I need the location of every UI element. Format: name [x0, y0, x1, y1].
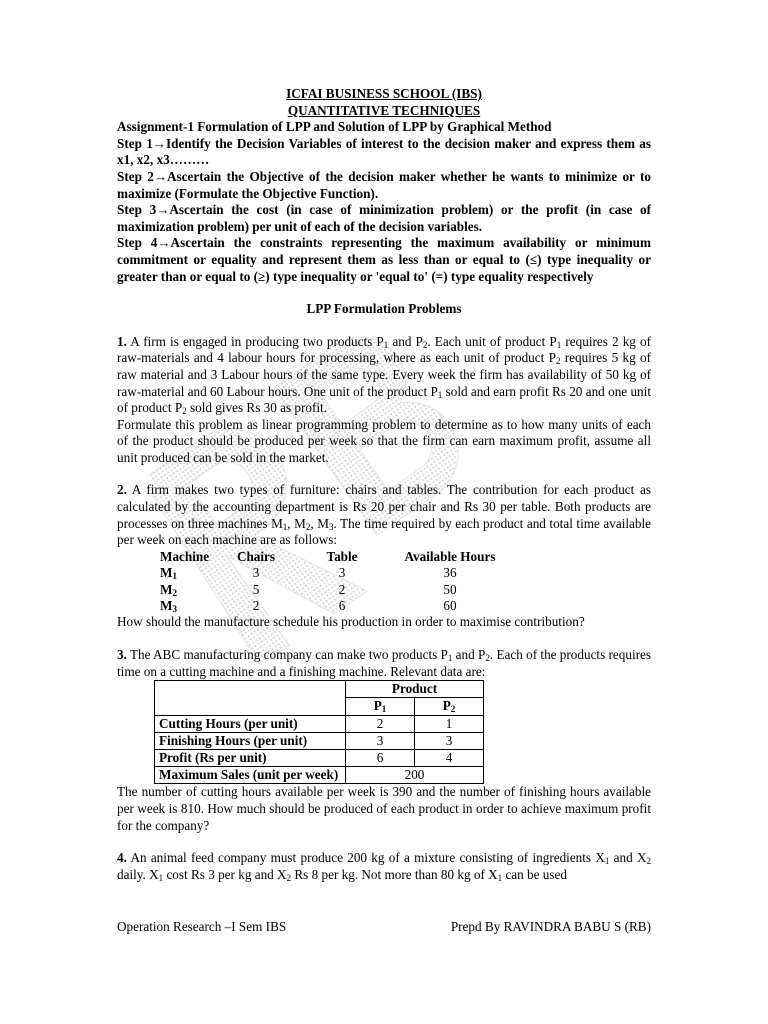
problem-1-question: Formulate this problem as linear programming problem to determine as to how many units of each of the product should be produced per week so that the firm can earn maximum profit, assume all unit produced can be sold in the market. — [117, 416, 651, 465]
table-row: Cutting Hours (per unit) 2 1 — [155, 715, 484, 732]
step-2: Step 2→Ascertain the Objective of the decision maker whether he wants to minimize or to maximize (Formulate the Objective Function). — [117, 168, 651, 201]
school-title: ICFAI BUSINESS SCHOOL (IBS) — [286, 86, 482, 101]
step-1: Step 1→Identify the Decision Variables of interest to the decision maker and express them as x1, x2, x3……… — [117, 135, 651, 168]
table-row: $M_3$ 2 6 60 — [160, 598, 457, 615]
problem-3: 3. The ABC manufacturing company can make two products $P_1$ and $P_2$. Each of the products requires time on a cutting machine and a finishing machine. Relevant data are: — [117, 647, 652, 679]
problem-2: 2. A firm makes two types of furniture: chairs and tables. The contribution for each product as calculated by the accounting department is Rs 20 per chair and Rs 30 per table. Both products are processes on three machines $M_1$, $M_2$, $M_3$. The time required by each product and total time available per week on each machine are as follows: — [117, 482, 651, 548]
table-row: Profit (Rs per unit) 6 4 — [155, 750, 484, 767]
subject-title: QUANTITATIVE TECHNIQUES — [287, 102, 481, 118]
footer-right: Prepd By RAVINDRA BABU S (RB) — [450, 919, 651, 934]
step-3: Step 3→Ascertain the cost (in case of minimization problem) or the profit (in case of maximization problem) per unit of each of the decision variables. — [117, 202, 651, 234]
table-row: Maximum Sales (unit per week) 200 — [155, 767, 484, 784]
product-table: Product $P_1$ $P_2$ Cutting Hours (per unit) 2 1 Finishing Hours (per unit) 3 3 Profit (Rs per unit) 6 4 Maximum Sales (unit per week) 200 — [154, 680, 484, 784]
problem-4: 4. An animal feed company must produce 200 kg of a mixture consisting of ingredients $X_1$ and $X_2$ daily. $X_1$ cost Rs 3 per kg and $X_2$ Rs 8 per kg. Not more than 80 kg of $X_1$ can be used — [117, 850, 651, 883]
problem-1: 1. A firm is engaged in producing two products $P_1$ and $P_2$. Each unit of product $P_1$ requires 2 kg of raw-materials and 4 labour hours for processing, where as each unit of product $P_2$ requires 5 kg of raw material and 3 Labour hours of the same type. Every week the firm has availability of 50 kg of raw-material and 60 Labour hours. One unit of the product $P_1$ sold and earn profit Rs 20 and one unit of product $P_2$ sold gives Rs 30 as profit. — [117, 333, 651, 417]
footer-left: Operation Research –I Sem IBS — [117, 919, 287, 934]
section-title: LPP Formulation Problems — [306, 301, 462, 317]
table-row: $M_1$ 3 3 36 — [160, 565, 457, 582]
table-row: Finishing Hours (per unit) 3 3 — [155, 732, 484, 749]
step-4: Step 4→Ascertain the constraints representing the maximum availability or minimum commitment or equality and represent them as less than or equal to (≤) type inequality or greater than or equal to (≥) type inequality or 'equal to' (=) type equality respectively — [117, 235, 651, 284]
machine-table: Machine Chairs Table Available Hours $M_1$ 3 3 36 $M_2$ 5 2 50 $M_3$ 2 6 60 — [160, 549, 510, 615]
page-footer — [117, 919, 651, 935]
assignment-title: Assignment-1 Formulation of LPP and Solution of LPP by Graphical Method — [117, 119, 552, 135]
problem-2-question: How should the manufacture schedule his production in order to maximise contribution? — [117, 614, 585, 630]
document-body — [117, 86, 651, 883]
problem-3-question: The number of cutting hours available per week is 390 and the number of finishing hours available per week is 810. How much should be produced of each product in order to achieve maximum profit for the company? — [117, 784, 651, 833]
table-row: $M_2$ 5 2 50 — [160, 581, 457, 598]
